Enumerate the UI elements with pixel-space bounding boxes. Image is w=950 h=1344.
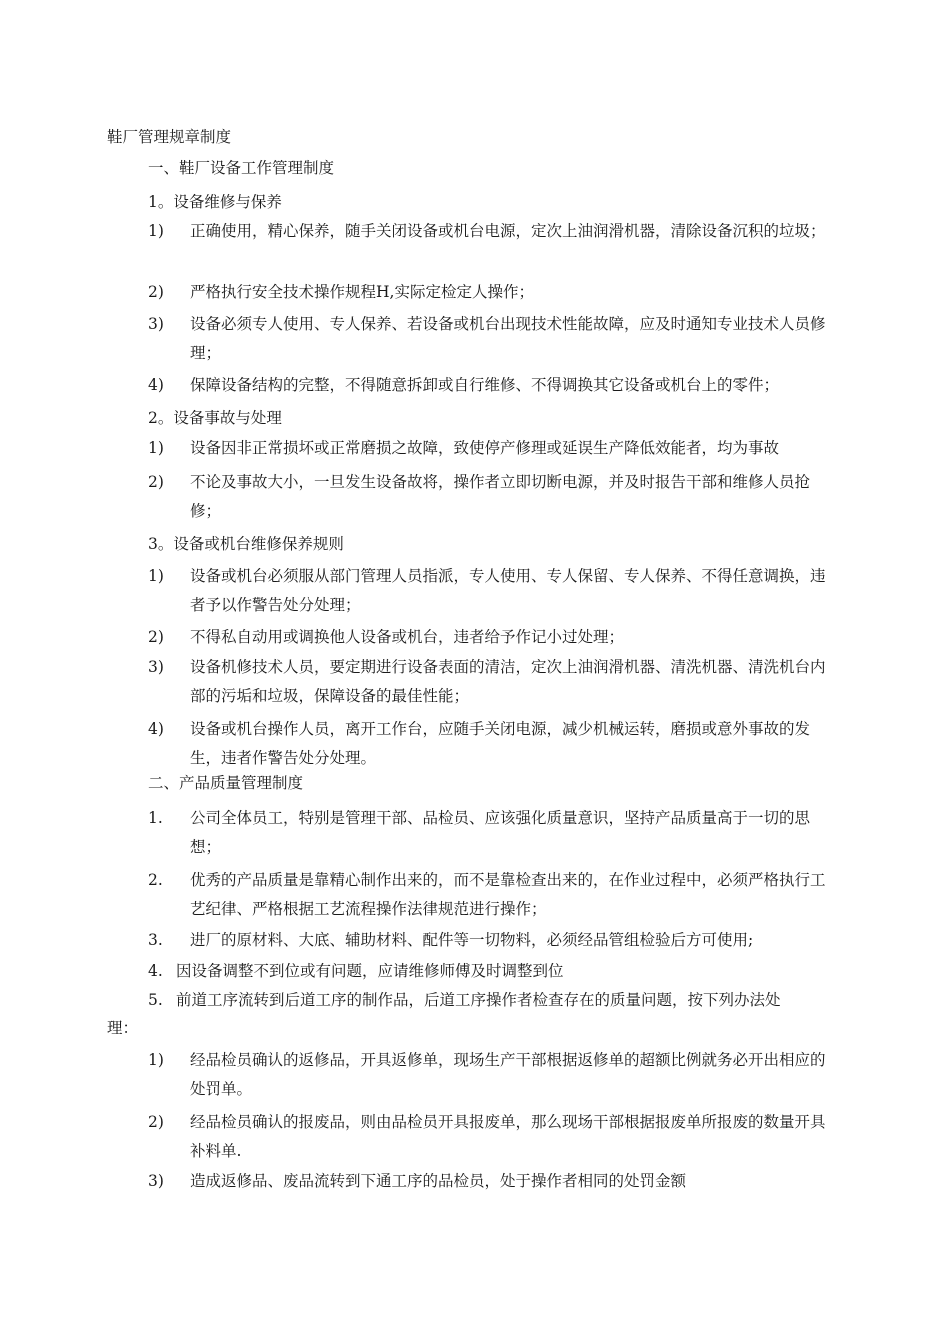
subsection-heading: 3。设备或机台维修保养规则: [148, 535, 344, 553]
list-number: 4.: [148, 962, 163, 980]
list-item-text: 保障设备结构的完整，不得随意拆卸或自行维修、不得调换其它设备或机台上的零件；: [190, 376, 780, 394]
list-item-text: 不论及事故大小，一旦发生设备故将，操作者立即切断电源，并及时报告干部和维修人员抢修；: [190, 473, 811, 520]
list-number: 2): [148, 1113, 164, 1131]
list-item-text-continuation: 理：: [107, 1019, 139, 1037]
list-item-text: 前道工序流转到后道工序的制作品，后道工序操作者检查存在的质量问题，按下列办法处: [176, 991, 781, 1009]
section-heading: 二、产品质量管理制度: [148, 774, 304, 792]
list-item-text: 设备必须专人使用、专人保养、若设备或机台出现技术性能故障，应及时通知专业技术人员修理；: [190, 315, 826, 362]
list-item-text: 严格执行安全技术操作规程H,实际定检定人操作；: [190, 283, 534, 301]
list-item-text: 不得私自动用或调换他人设备或机台，违者给予作记小过处理；: [190, 628, 625, 646]
list-number: 3): [148, 1172, 164, 1190]
list-number: 1): [148, 222, 164, 240]
subsection-heading: 2。设备事故与处理: [148, 409, 282, 427]
list-item-text: 经品检员确认的返修品，开具返修单，现场生产干部根据返修单的超额比例就务必开出相应的处罚单。: [190, 1051, 826, 1098]
list-number: 1): [148, 1051, 164, 1069]
list-number: 4): [148, 376, 164, 394]
list-item-text: 设备因非正常损坏或正常磨损之故障，致使停产修理或延误生产降低效能者，均为事故: [190, 439, 780, 457]
list-number: 2.: [148, 871, 163, 889]
list-item-text: 因设备调整不到位或有问题，应请维修师傅及时调整到位: [176, 962, 564, 980]
document-title: 鞋厂管理规章制度: [107, 128, 232, 146]
list-item-text: 公司全体员工，特别是管理干部、品检员、应该强化质量意识，坚持产品质量高于一切的思想；: [190, 809, 811, 856]
list-number: 1.: [148, 809, 163, 827]
list-item-text: 造成返修品、废品流转到下通工序的品检员，处于操作者相同的处罚金额: [190, 1172, 687, 1190]
list-number: 2): [148, 628, 164, 646]
subsection-heading: 1。设备维修与保养: [148, 193, 282, 211]
section-heading: 一、鞋厂设备工作管理制度: [148, 159, 335, 177]
list-item-text: 设备机修技术人员，要定期进行设备表面的清洁，定次上油润滑机器、清洗机器、清洗机台内部的污垢和垃圾，保障设备的最佳性能；: [190, 658, 826, 705]
list-number: 1): [148, 439, 164, 457]
list-number: 1): [148, 567, 164, 585]
list-number: 2): [148, 473, 164, 491]
list-number: 2): [148, 283, 164, 301]
list-number: 4): [148, 720, 164, 738]
list-item-text: 正确使用，精心保养，随手关闭设备或机台电源，定次上油润滑机器，清除设备沉积的垃圾；: [190, 222, 826, 240]
list-number: 3): [148, 315, 164, 333]
list-item-text: 优秀的产品质量是靠精心制作出来的，而不是靠检查出来的，在作业过程中，必须严格执行工艺纪律、严格根据工艺流程操作法律规范进行操作；: [190, 871, 826, 918]
list-item-text: 设备或机台操作人员，离开工作台，应随手关闭电源，减少机械运转，磨损或意外事故的发生，违者作警告处分处理。: [190, 720, 811, 767]
list-item-text: 设备或机台必须服从部门管理人员指派，专人使用、专人保留、专人保养、不得任意调换，违者予以作警告处分处理；: [190, 567, 826, 614]
list-item-text: 进厂的原材料、大底、辅助材料、配件等一切物料，必须经品管组检验后方可使用;: [190, 931, 754, 949]
list-number: 5.: [148, 991, 163, 1009]
list-number: 3): [148, 658, 164, 676]
list-number: 3.: [148, 931, 163, 949]
list-item-text: 经品检员确认的报废品，则由品检员开具报废单，那么现场干部根据报废单所报废的数量开具补料单.: [190, 1113, 826, 1160]
